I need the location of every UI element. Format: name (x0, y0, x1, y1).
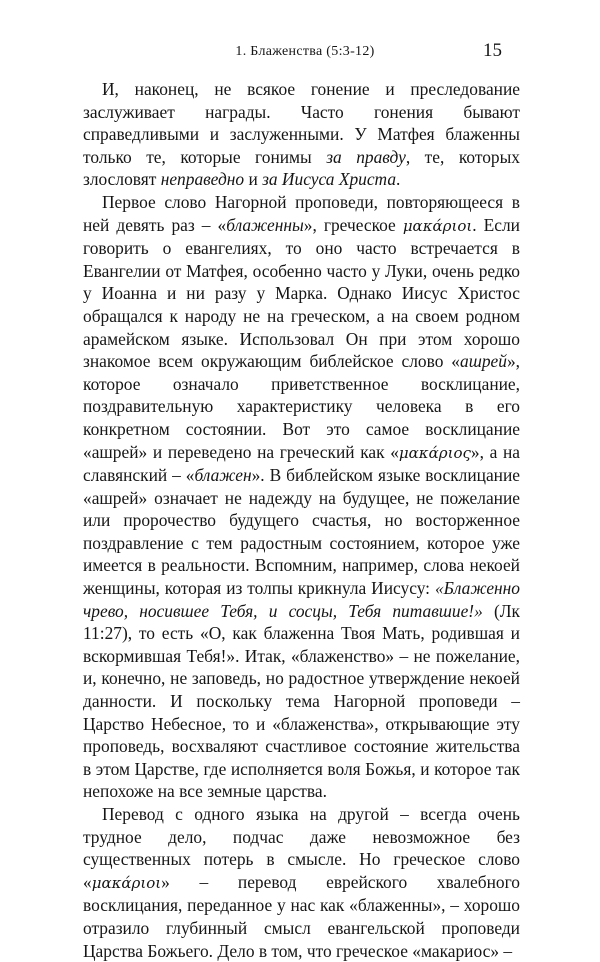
text-run: . Если говорить о евангелиях, то оно часто встречается в Евангелии от Матфея, особенно часто у Луки, очень редко у Иоанна и ни разу у Марка. Однако Иисус Христос обращался к народу не на греческом, а на своем родном арамейском языке. Использовал Он при этом хорошо знакомое всем окружающим библейское слово « (83, 214, 520, 372)
text-run: и (244, 169, 263, 190)
text-run: » – перевод еврейского хвалебного восклицания, переданное у нас как «блаженны», – хорошо отразило глубинный смысл евангельской проповеди Царства Божьего. Дело в том, что греческое «макариос» – (83, 871, 520, 961)
italic-run: за правду (326, 146, 406, 167)
text-run: , те, которых злословят (83, 146, 520, 190)
page-number: 15 (483, 40, 502, 61)
italic-run: неправедно (160, 169, 245, 190)
italic-run: ашрей (460, 351, 507, 372)
italic-run: блажен (194, 465, 252, 486)
running-title: 1. Блаженства (5:3-12) (235, 44, 375, 59)
text-run: (Лк 11:27), то есть «О, как блаженна Твоя Мать, родившая и вскормившая Тебя!». Итак, «блаженство» – не пожелание, и, конечно, не заповедь, но радостное утверждение некоей данности. И поскольку тема Нагорной проповеди – Царство Небесное, то и «блаженства», открывающие эту проповедь, восхваляют счастливое состояние жительства в этом Царстве, где исполняется воля Божья, и которое так непохоже на все земные царства. (83, 600, 520, 802)
text-run: ». В библейском языке восклицание «ашрей» означает не надежду на будущее, не пожелание или пророчество будущего счастья, но восторженное поздравление с тем радостным состоянием, которое уже имеется в реальности. Вспомним, например, слова некоей женщины, которая из толпы крикнула Иисусу: (83, 465, 520, 599)
text-run: Первое слово Нагорной проповеди, повторяющееся в ней девять раз – « (83, 191, 520, 235)
paragraph (83, 191, 520, 803)
italic-run: за Иисуса Христа (262, 169, 397, 190)
text-run: . (396, 169, 401, 190)
greek-word: μακάριοι (91, 873, 162, 892)
paragraph (83, 78, 520, 191)
running-header (80, 40, 530, 68)
italic-run: «Блаженно чрево, носившее Тебя, и сосцы, Тебя питавшие!» (83, 578, 520, 621)
greek-word: μακάριοι (402, 216, 473, 235)
text-run: », которое означало приветственное восклицание, поздравительную характеристику человека в его конкретном состоянии. Вот это самое восклицание «ашрей» и переведено на греческий как « (83, 351, 520, 462)
text-run: », греческое (303, 214, 403, 235)
text-run: И, наконец, не всякое гонение и преследование заслуживает награды. Часто гонения бывают справедливыми и заслуженными. У Матфея блаженны только те, которые гонимы (83, 79, 520, 167)
text-run: », а на славянский – « (83, 441, 520, 486)
greek-word: μακάριος (398, 443, 471, 462)
italic-run: блаженны (226, 214, 304, 235)
paragraph (83, 803, 520, 962)
body-text (83, 78, 520, 962)
text-run: Перевод с одного языка на другой – всегда очень трудное дело, подчас даже невозможное без существенных потерь в смысле. Но греческое слово « (83, 804, 520, 892)
